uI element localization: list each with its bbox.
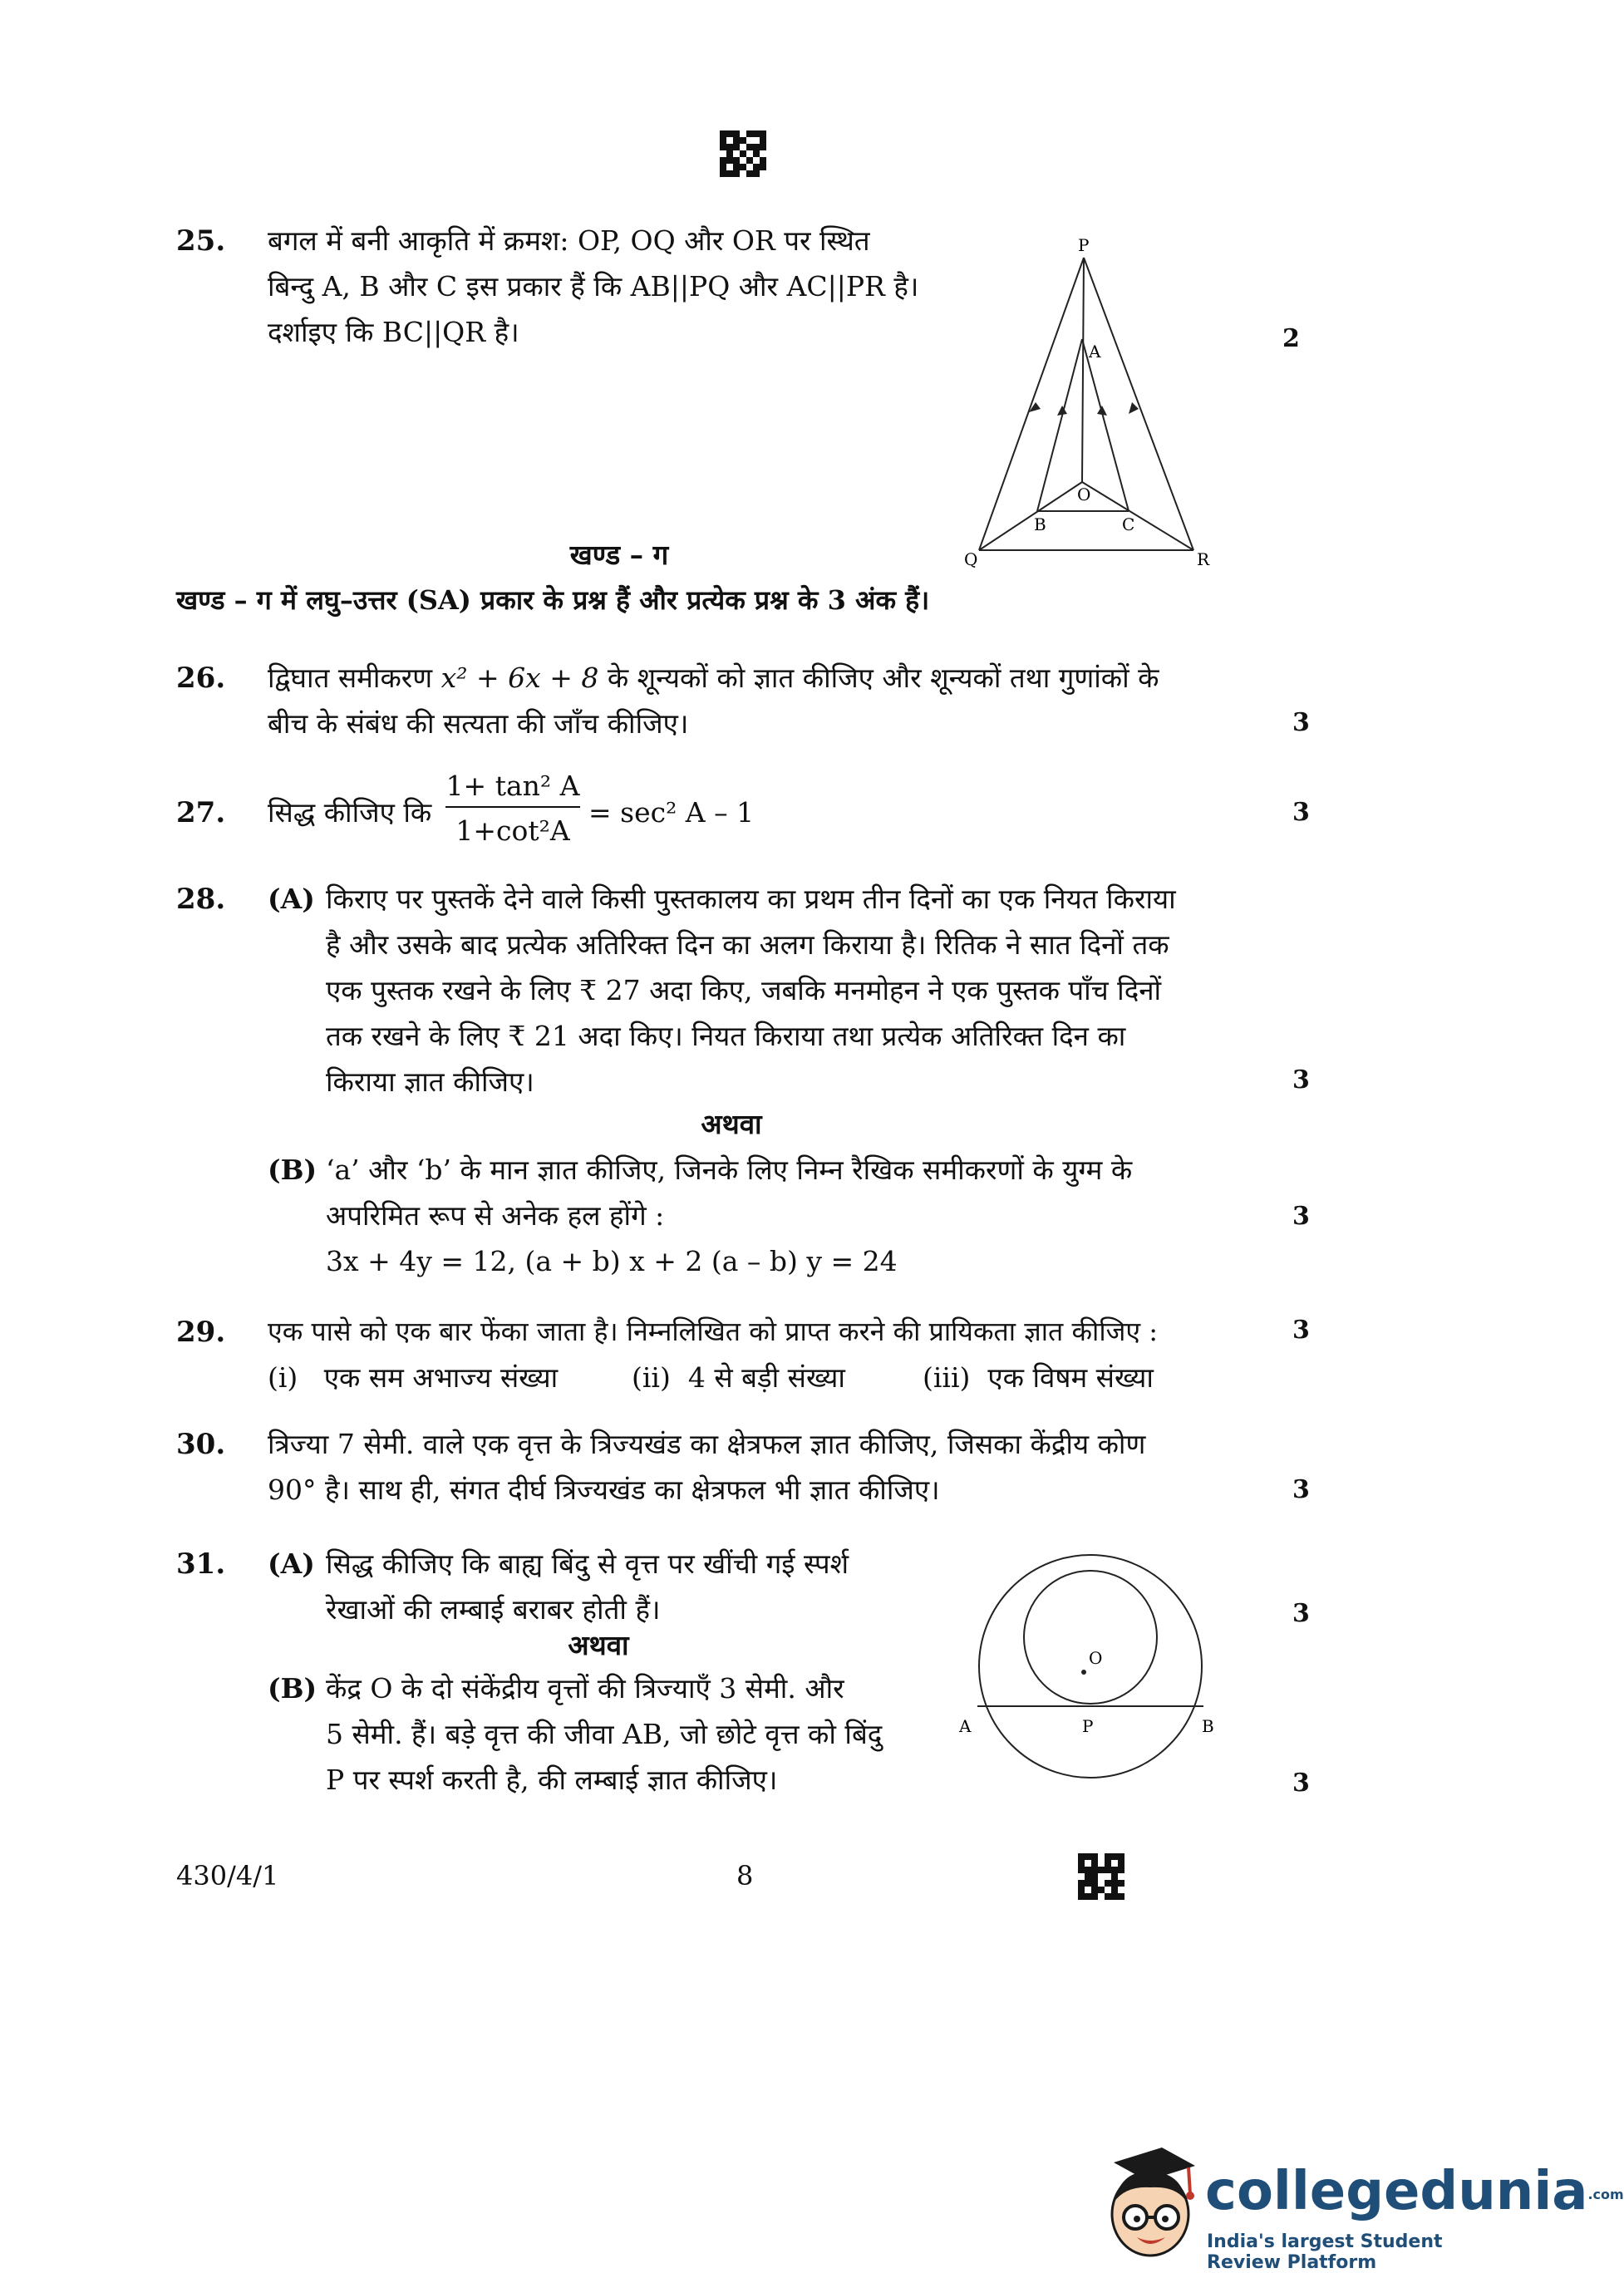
question-text-line: ‘a’ और ‘b’ के मान ज्ञात कीजिए, जिनके लिए निम्न रैखिक समीकरणों के युग्म के (326, 1154, 1133, 1186)
marks: 3 (1292, 1475, 1310, 1504)
question-text-line (268, 655, 1159, 701)
brand-suffix: .com (1587, 2186, 1624, 2202)
paper-code: 430/4/1 (176, 1860, 279, 1892)
question-text-line: बीच के संबंध की सत्यता की जाँच कीजिए। (268, 707, 689, 740)
label-P: P (1078, 235, 1090, 255)
question-text: के शून्यकों को ज्ञात कीजिए और शून्यकों तथा गुणांकों के (598, 662, 1159, 694)
equation: 3x + 4y = 12, (a + b) x + 2 (a – b) y = 24 (326, 1245, 898, 1277)
label-O: O (1089, 1648, 1103, 1668)
question-text-line: केंद्र O के दो संकेंद्रीय वृत्तों की त्रिज्याएँ 3 सेमी. और (326, 1672, 844, 1705)
question-text-line: किराया ज्ञात कीजिए। (326, 1065, 534, 1098)
part-label: (A) (268, 1547, 315, 1580)
question-text-line: बगल में बनी आकृति में क्रमश: OP, OQ और OR पर स्थित (268, 224, 870, 257)
page-number: 8 (736, 1860, 754, 1892)
question-number: 29. (176, 1316, 226, 1349)
question-text-line: एक पुस्तक रखने के लिए ₹ 27 अदा किए, जबकि मनमोहन ने एक पुस्तक पाँच दिनों (326, 974, 1162, 1006)
equation: x² + 6x + 8 (440, 662, 599, 694)
marks: 3 (1292, 1316, 1310, 1345)
question-number: 25. (176, 224, 226, 258)
question-number: 27. (176, 796, 226, 829)
question-text: सिद्ध कीजिए कि (268, 796, 432, 829)
label-C: C (1122, 514, 1135, 534)
fraction-numerator: 1+ tan² A (445, 770, 580, 802)
label-A: A (959, 1716, 972, 1736)
brand-name-text: collegedunia (1205, 2161, 1588, 2222)
question-text-line: दर्शाइए कि BC||QR है। (268, 316, 519, 348)
marks: 3 (1292, 1769, 1310, 1798)
label-O: O (1077, 485, 1091, 504)
qr-code-top (720, 130, 766, 177)
marks: 3 (1292, 1599, 1310, 1628)
part-label: (B) (268, 1672, 317, 1705)
question-number: 26. (176, 662, 226, 695)
or-separator: अथवा (701, 1108, 762, 1140)
section-subtitle: खण्ड – ग में लघु–उत्तर (SA) प्रकार के प्रश्न हैं और प्रत्येक प्रश्न के 3 अंक हैं। (176, 584, 930, 616)
label-R: R (1197, 549, 1210, 569)
marks: 3 (1292, 1065, 1310, 1095)
question-text: द्विघात समीकरण (268, 662, 441, 694)
question-text-line: एक पासे को एक बार फेंका जाता है। निम्नलिखित को प्राप्त करने की प्रायिकता ज्ञात कीजिए : (268, 1316, 1159, 1347)
equation-rhs: = sec² A – 1 (588, 796, 755, 829)
question-text-line: P पर स्पर्श करती है, की लम्बाई ज्ञात कीजिए। (326, 1764, 778, 1796)
fraction-denominator: 1+cot²A (455, 814, 570, 847)
section-title: खण्ड – ग (569, 539, 669, 571)
part-label: (B) (268, 1154, 317, 1186)
marks: 3 (1292, 1202, 1310, 1231)
part-label: (A) (268, 883, 315, 915)
mascot-logo-icon (1097, 2144, 1205, 2266)
question-text-line: बिन्दु A, B और C इस प्रकार हैं कि AB||PQ और AC||PR है। (268, 270, 919, 303)
label-Q: Q (964, 549, 978, 569)
marks: 2 (1282, 324, 1300, 353)
question-text-line: किराए पर पुस्तकें देने वाले किसी पुस्तकालय का प्रथम तीन दिनों का एक नियत किराया (326, 883, 1176, 915)
question-text-line: 90° है। साथ ही, संगत दीर्घ त्रिज्यखंड का क्षेत्रफल भी ज्ञात कीजिए। (268, 1474, 940, 1506)
label-B: B (1202, 1716, 1214, 1736)
question-text-line: सिद्ध कीजिए कि बाह्य बिंदु से वृत्त पर खींची गई स्पर्श (326, 1547, 849, 1580)
question-number: 30. (176, 1428, 226, 1461)
concentric-circles-figure (947, 1537, 1230, 1779)
option-i: (i) एक सम अभाज्य संख्या (268, 1361, 559, 1394)
question-text-line: 5 सेमी. हैं। बड़े वृत्त की जीवा AB, जो छोटे वृत्त को बिंदु (326, 1718, 883, 1750)
question-text-line: अपरिमित रूप से अनेक हल होंगे : (326, 1199, 665, 1232)
marks: 3 (1292, 798, 1310, 827)
fraction-bar (445, 806, 580, 808)
label-A: A (1089, 342, 1101, 362)
option-ii: (ii) 4 से बड़ी संख्या (632, 1361, 845, 1394)
question-number: 28. (176, 883, 226, 916)
or-separator: अथवा (568, 1629, 629, 1661)
question-text-line: त्रिज्या 7 सेमी. वाले एक वृत्त के त्रिज्यखंड का क्षेत्रफल ज्ञात कीजिए, जिसका केंद्रीय कोण (268, 1428, 1146, 1460)
question-text-line: रेखाओं की लम्बाई बराबर होती हैं। (326, 1593, 661, 1626)
qr-code-bottom (1078, 1853, 1124, 1900)
question-text-line: तक रखने के लिए ₹ 21 अदा किए। नियत किराया तथा प्रत्येक अतिरिक्त दिन का (326, 1020, 1126, 1052)
triangle-figure (964, 233, 1230, 573)
label-P: P (1082, 1716, 1094, 1736)
option-iii: (iii) एक विषम संख्या (923, 1361, 1154, 1394)
marks: 3 (1292, 708, 1310, 737)
brand-tagline: India's largest Student Review Platform (1207, 2231, 1443, 2273)
question-text-line: है और उसके बाद प्रत्येक अतिरिक्त दिन का अलग किराया है। रितिक ने सात दिनों तक (326, 928, 1169, 961)
label-B: B (1034, 514, 1046, 534)
brand-name (1205, 2161, 1624, 2222)
question-number: 31. (176, 1547, 226, 1581)
